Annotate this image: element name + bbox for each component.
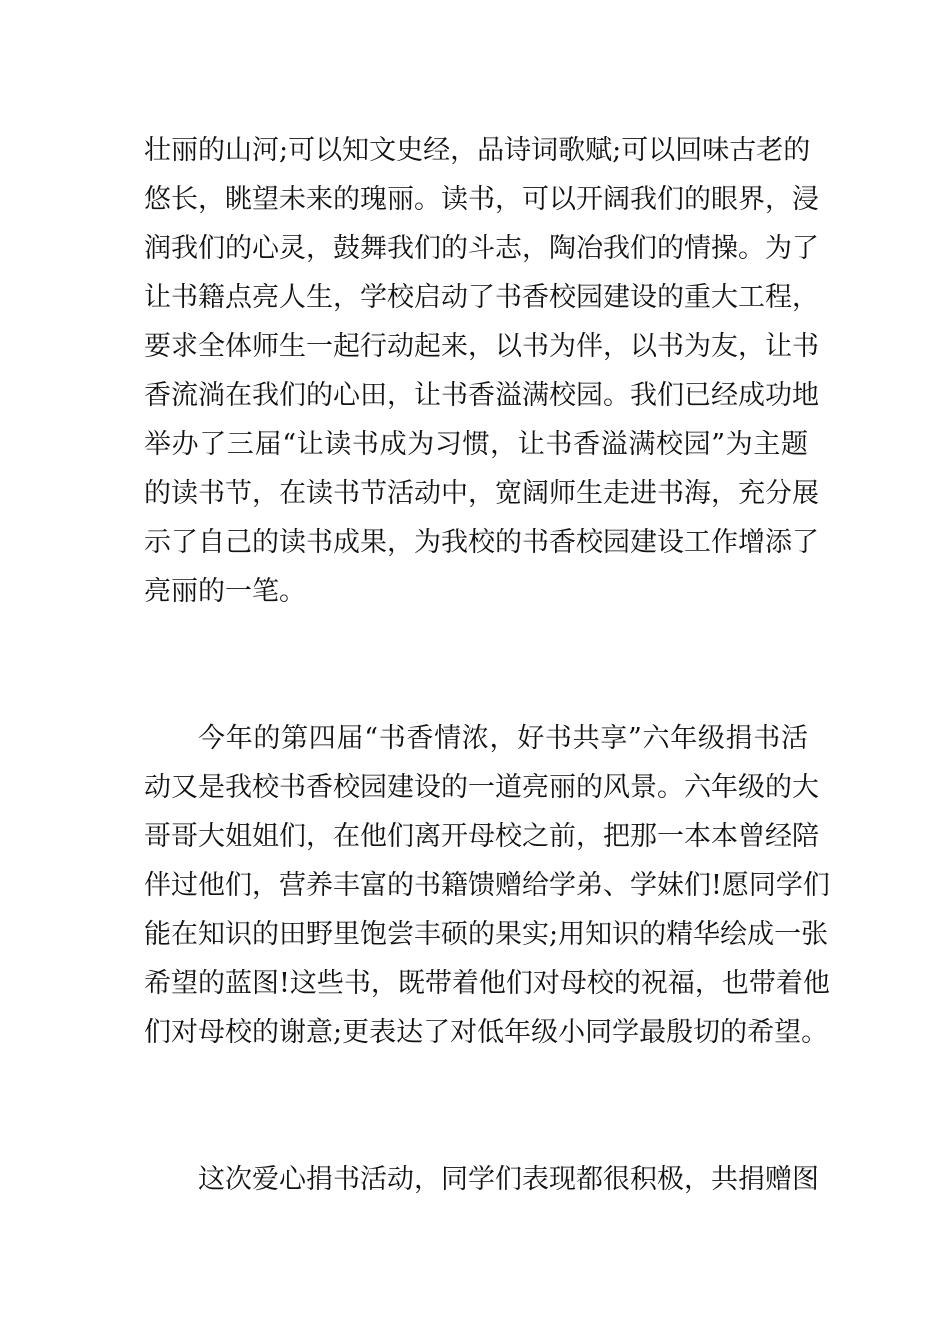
- text-line: 壮丽的山河;可以知文史经，品诗词歌赋;可以回味古老的: [144, 135, 811, 166]
- text-line: 亮丽的一笔。: [144, 576, 306, 607]
- paragraph-2: [144, 714, 830, 1057]
- text-line: 举办了三届“让读书成为习惯，让书香溢满校园”为主题: [144, 429, 808, 460]
- text-line: 要求全体师生一起行动起来，以书为伴，以书为友，让书: [144, 331, 819, 362]
- paragraph-1: [144, 126, 819, 616]
- text-line: 哥哥大姐姐们，在他们离开母校之前，把那一本本曾经陪: [144, 821, 819, 852]
- text-line: 示了自己的读书成果，为我校的书香校园建设工作增添了: [144, 527, 819, 558]
- text-line-indented: 这次爱心捐书活动，同学们表现都很积极，共捐赠图: [198, 1164, 819, 1195]
- text-line: 悠长，眺望未来的瑰丽。读书，可以开阔我们的眼界，浸: [144, 184, 819, 215]
- text-line: 让书籍点亮人生，学校启动了书香校园建设的重大工程，: [144, 282, 819, 313]
- paragraph-spacer: [144, 616, 808, 714]
- text-line: 能在知识的田野里饱尝丰硕的果实;用知识的精华绘成一张: [144, 919, 829, 950]
- text-line-indented: 今年的第四届“书香情浓，好书共享”六年级捐书活: [198, 723, 808, 754]
- text-line: 们对母校的谢意;更表达了对低年级小同学最殷切的希望。: [144, 1017, 829, 1048]
- text-line: 香流淌在我们的心田，让书香溢满校园。我们已经成功地: [144, 380, 819, 411]
- text-line: 伴过他们，营养丰富的书籍馈赠给学弟、学妹们!愿同学们: [144, 870, 830, 901]
- paragraph-3: [144, 1155, 819, 1204]
- text-line: 的读书节，在读书节活动中，宽阔师生走进书海，充分展: [144, 478, 819, 509]
- paragraph-spacer: [144, 1057, 808, 1155]
- document-page: [144, 126, 830, 1204]
- text-line: 动又是我校书香校园建设的一道亮丽的风景。六年级的大: [144, 772, 819, 803]
- text-line: 润我们的心灵，鼓舞我们的斗志，陶冶我们的情操。为了: [144, 233, 819, 264]
- text-line: 希望的蓝图!这些书，既带着他们对母校的祝福，也带着他: [144, 968, 830, 999]
